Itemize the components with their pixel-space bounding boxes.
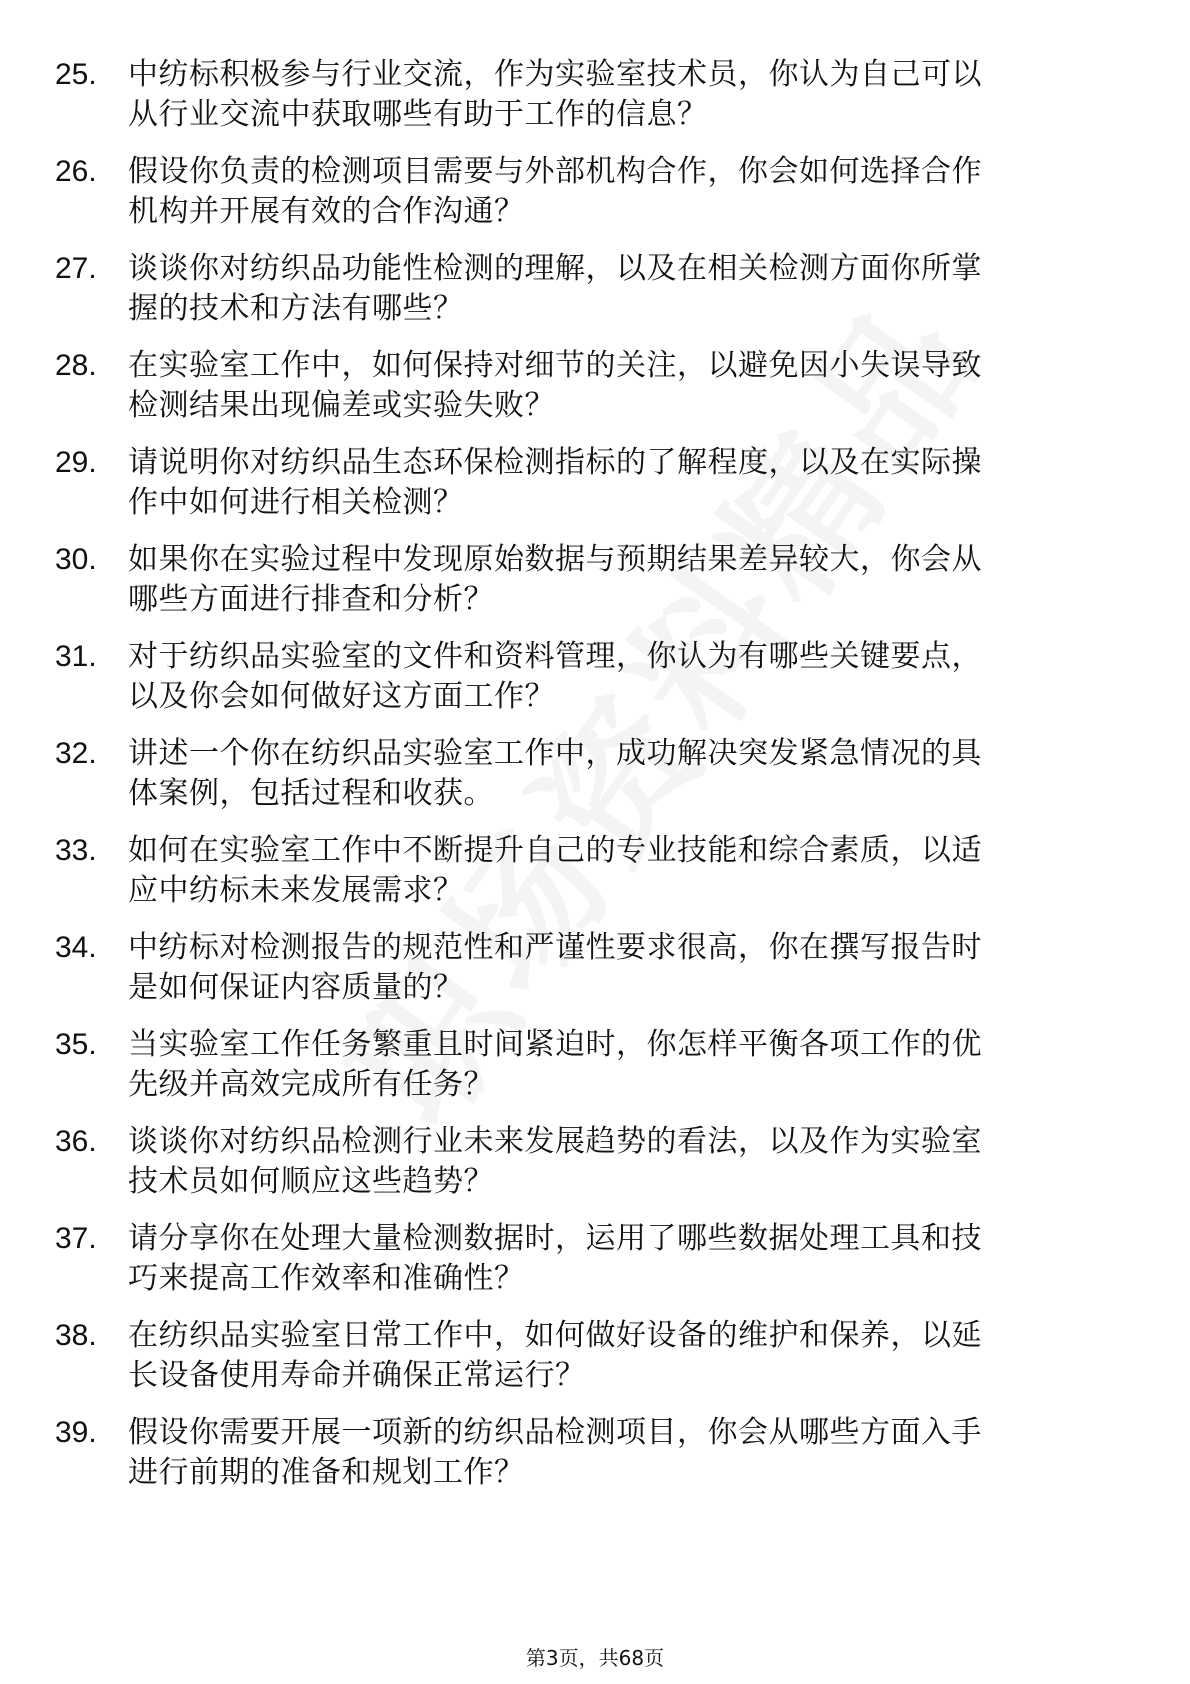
question-number: 37. (55, 1222, 97, 1255)
question-text-line: 体案例，包括过程和收获。 (128, 776, 494, 811)
question-number: 33. (55, 834, 97, 867)
question-text-line: 中纺标积极参与行业交流，作为实验室技术员，你认为自己可以 (128, 57, 982, 92)
question-text-line: 先级并高效完成所有任务？ (128, 1067, 494, 1102)
question-text-line: 机构并开展有效的合作沟通？ (128, 194, 525, 229)
question-text (128, 734, 1113, 814)
question-text-line: 握的技术和方法有哪些？ (128, 291, 464, 326)
question-number: 32. (55, 737, 97, 770)
question-text-line: 讲述一个你在纺织品实验室工作中，成功解决突发紧急情况的具 (128, 736, 982, 771)
question-text (128, 249, 1113, 329)
question-text-line: 假设你负责的检测项目需要与外部机构合作，你会如何选择合作 (128, 154, 982, 189)
question-text-line: 从行业交流中获取哪些有助于工作的信息？ (128, 97, 708, 132)
question-text (128, 443, 1113, 523)
question-text (128, 55, 1113, 135)
question-text-line: 谈谈你对纺织品检测行业未来发展趋势的看法，以及作为实验室 (128, 1124, 982, 1159)
question-text-line: 进行前期的准备和规划工作？ (128, 1455, 525, 1490)
question-text-line: 如何在实验室工作中不断提升自己的专业技能和综合素质，以适 (128, 833, 982, 868)
question-text (128, 1316, 1113, 1396)
question-item (0, 1413, 1190, 1510)
question-text-line: 以及你会如何做好这方面工作？ (128, 679, 555, 714)
question-item (0, 346, 1190, 443)
question-text-line: 如果你在实验过程中发现原始数据与预期结果差异较大，你会从 (128, 542, 982, 577)
question-item (0, 734, 1190, 831)
question-text (128, 540, 1113, 620)
question-number: 26. (55, 155, 97, 188)
question-item (0, 55, 1190, 152)
page-footer: 第3页，共68页 (525, 1646, 665, 1670)
question-number: 39. (55, 1416, 97, 1449)
question-text (128, 637, 1113, 717)
question-text-line: 检测结果出现偏差或实验失败？ (128, 388, 555, 423)
question-text-line: 谈谈你对纺织品功能性检测的理解，以及在相关检测方面你所掌 (128, 251, 982, 286)
question-item (0, 152, 1190, 249)
question-number: 34. (55, 931, 97, 964)
question-number: 31. (55, 640, 97, 673)
question-item (0, 831, 1190, 928)
question-text-line: 对于纺织品实验室的文件和资料管理，你认为有哪些关键要点， (128, 639, 982, 674)
question-item (0, 928, 1190, 1025)
question-text-line: 请说明你对纺织品生态环保检测指标的了解程度，以及在实际操 (128, 445, 982, 480)
question-text-line: 在纺织品实验室日常工作中，如何做好设备的维护和保养，以延 (128, 1318, 982, 1353)
question-text (128, 1219, 1113, 1299)
question-item (0, 540, 1190, 637)
question-text (128, 1122, 1113, 1202)
question-text-line: 哪些方面进行排查和分析？ (128, 582, 494, 617)
question-text (128, 928, 1113, 1008)
question-number: 28. (55, 349, 97, 382)
question-text-line: 作中如何进行相关检测？ (128, 485, 464, 520)
question-item (0, 443, 1190, 540)
question-text (128, 1413, 1113, 1493)
question-item (0, 1219, 1190, 1316)
question-text (128, 1025, 1113, 1105)
question-text-line: 巧来提高工作效率和准确性？ (128, 1261, 525, 1296)
question-text-line: 技术员如何顺应这些趋势？ (128, 1164, 494, 1199)
question-number: 30. (55, 543, 97, 576)
question-number: 29. (55, 446, 97, 479)
question-text-line: 当实验室工作任务繁重且时间紧迫时，你怎样平衡各项工作的优 (128, 1027, 982, 1062)
question-text-line: 在实验室工作中，如何保持对细节的关注，以避免因小失误导致 (128, 348, 982, 383)
question-number: 25. (55, 58, 97, 91)
question-number: 36. (55, 1125, 97, 1158)
question-text (128, 831, 1113, 911)
question-list (0, 55, 1190, 1510)
question-text (128, 346, 1113, 426)
question-text-line: 中纺标对检测报告的规范性和严谨性要求很高，你在撰写报告时 (128, 930, 982, 965)
question-item (0, 249, 1190, 346)
question-number: 35. (55, 1028, 97, 1061)
question-text-line: 应中纺标未来发展需求？ (128, 873, 464, 908)
question-text-line: 长设备使用寿命并确保正常运行？ (128, 1358, 586, 1393)
question-text-line: 请分享你在处理大量检测数据时，运用了哪些数据处理工具和技 (128, 1221, 982, 1256)
question-text-line: 是如何保证内容质量的？ (128, 970, 464, 1005)
question-number: 27. (55, 252, 97, 285)
question-text-line: 假设你需要开展一项新的纺织品检测项目，你会从哪些方面入手 (128, 1415, 982, 1450)
question-item (0, 1122, 1190, 1219)
question-text (128, 152, 1113, 232)
question-item (0, 637, 1190, 734)
question-item (0, 1025, 1190, 1122)
question-number: 38. (55, 1319, 97, 1352)
question-item (0, 1316, 1190, 1413)
